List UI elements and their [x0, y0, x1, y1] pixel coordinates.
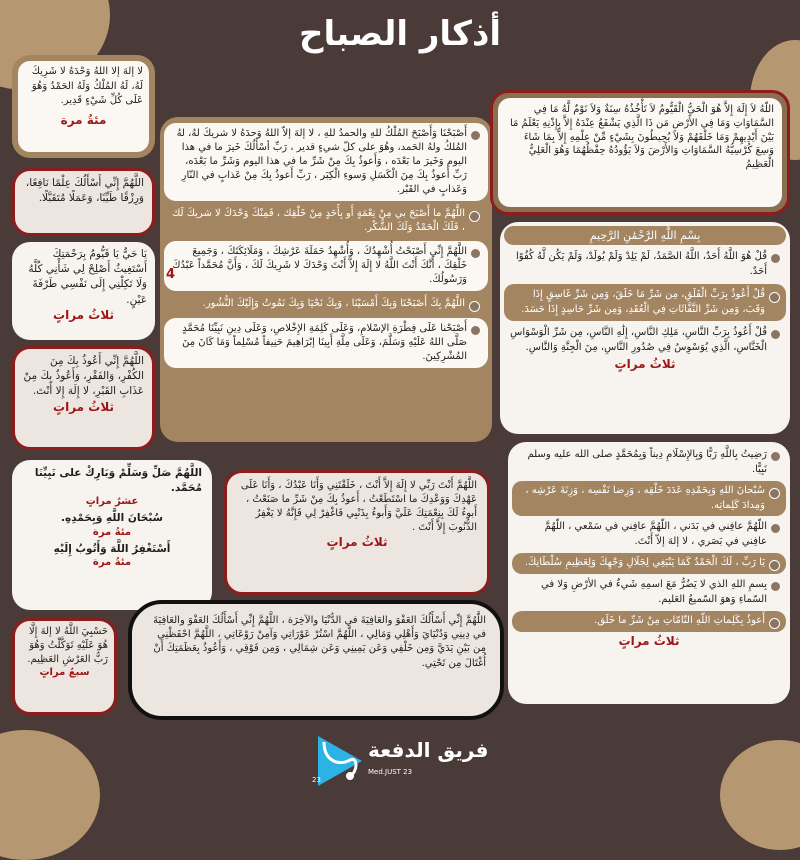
dhikr-text: سُبْحانَ اللهِ وَبِحَمْدِهِ عَدَدَ خَلْقِه ، وَرِضا نَفْسِه ، وَزِنَةَ عَرْشِه ، وَمِدادَ كَلِماتِه. — [525, 485, 765, 511]
dhikr-text: اللّهُ لاَ إِلَهَ إِلاَّ هُوَ الْحَيُّ الْقَيُّومُ لاَ تَأْخُذُهُ سِنَةٌ وَلاَ نَوْمٌ لَّهُ مَا فِي السَّمَاوَاتِ وَمَا فِي الأَرْضِ مَن ذَا الَّذِي يَشْفَعُ عِنْدَهُ إِلاَّ بِإِذْنِهِ يَعْلَمُ مَا بَيْنَ أَيْدِيهِمْ وَمَا خَلْفَهُمْ وَلاَ يُحِيطُونَ بِشَيْءٍ مِّنْ عِلْمِهِ إِلاَّ بِمَا شَاءَ وَسِعَ كُرْسِيُّهُ السَّمَاوَاتِ وَالأَرْضَ وَلاَ يَؤُودُهُ حِفْظُهُمَا وَهُوَ الْعَلِيُّ الْعَظِيمُ — [509, 104, 774, 171]
logo-number: 23 — [312, 776, 321, 784]
repeat-count: ثلاثُ مراتٍ — [53, 307, 114, 322]
dhikr-card-muawwidhat — [500, 222, 790, 434]
dhikr-card-ilm — [12, 168, 155, 236]
repeat-count: ثلاثُ مراتٍ — [614, 357, 676, 371]
dhikr-text: اللَّهُمَّ إِنِّي أَسْأَلُكَ عِلْمًا نَافِعًا، وَرِزْقًا طَيِّبًا، وَعَمَلًا مُتَقَبَّلًا. — [25, 177, 144, 205]
bullet-icon — [471, 326, 480, 335]
dhikr-text: قُلْ أَعُوذُ بِرَبِّ النَّاسِ، مَلِكِ النَّاسِ، إِلَٰهِ النَّاسِ، مِن شَرِّ الْوَسْوَاسِ الْخَنَّاسِ، الَّذِي يُوَسْوِسُ فِي صُدُورِ النَّاسِ، مِنَ الْجِنَّةِ وَالنَّاسِ. — [510, 327, 767, 353]
bullet-icon — [771, 582, 780, 591]
dhikr-text: رَضِيتُ بِاللَّهِ رَبًّا وَبِالإِسْلَامِ دِيناً وَبِمُحَمَّدٍ صلى الله عليه وسلم نَبِيًّا. — [527, 449, 767, 475]
repeat-count: مئةُ مرة — [60, 112, 107, 127]
dhikr-text: يَا حَيُّ يَا قَيُّومُ بِرَحْمَتِكَ أَسْتَغِيثُ أَصْلِحْ لِي شَأْنِي كُلَّهُ وَلَا تَكِلْنِي إِلَى نَفْسِي طَرْفَةَ عَيْنٍ. — [28, 248, 147, 306]
dhikr-text: أَصْبَحْنا عَلَى فِطْرَةِ الإسْلامِ، وَعَلَى كَلِمَةِ الإِخْلاصِ، وَعَلَى دِينِ نَبِيِّنَا مُحَمَّدٍ صَلَّى اللهُ عَلَيْهِ وَسَلَّمَ، وَعَلَى مِلَّةِ أَبِينَا إبْرَاهِيمَ حَنِيفاً مُسْلِماً وَمَا كَانَ مِنَ المُشْرِكِينَ. — [182, 323, 467, 362]
dhikr-text: قُلْ هُوَ اللَّهُ أَحَدٌ، اللَّهُ الصَّمَدُ، لَمْ يَلِدْ وَلَمْ يُولَدْ، وَلَمْ يَكُن لَّهُ كُفُوًا أَحَدٌ. — [516, 251, 767, 277]
bullet-icon — [769, 560, 780, 571]
bullet-icon — [769, 618, 780, 629]
bullet-icon — [471, 131, 480, 140]
dhikr-text: قُلْ أَعُوذُ بِرَبِّ الْفَلَقِ، مِن شَرِّ مَا خَلَقَ، وَمِن شَرِّ غَاسِقٍ إِذَا وَقَبَ، وَمِن شَرِّ النَّفَّاثَاتِ فِي الْعُقَدِ، وَمِن شَرِّ حَاسِدٍ إِذَا حَسَدَ. — [521, 289, 765, 315]
dhikr-text: اللَّهُمَّ إِنِّي أَصْبَحْتُ أُشْهِدُكَ ، وَأُشْهِدُ حَمَلَةَ عَرْشِكَ ، وَمَلَائِكَتَكَ ، وَجَمِيعَ خَلْقِكَ ، أَنَّكَ أَنْتَ اللَّهُ لا إِلَهَ إِلاَّ أَنْتَ وَحْدَكَ لا شَرِيكَ لَكَ ، وَأَنَّ مُحَمَّداً عَبْدُكَ وَرَسُولُكَ. — [172, 246, 467, 285]
dhikr-text: اللَّهُمَّ ما أَصْبَحَ بي مِنْ نِعْمَةٍ أَو بِأَحَدٍ مِنْ خَلْقِك ، فَمِنْكَ وَحْدَكَ لا شريكَ لَك ، فَلَكَ الْحَمْدُ وَلَكَ الشُّكْر. — [172, 208, 465, 233]
bullet-icon — [471, 249, 480, 258]
dhikr-text: لا إلهَ إلا اللهُ وَحْدَهُ لا شَرِيكَ لَهُ، لَهُ المُلْكُ وَلَهُ الحَمْدُ وَهُوَ عَلَى كُلِّ شَيْءٍ قَدِير. — [31, 66, 143, 106]
dhikr-text: أَعوذُ بِكَلِماتِ اللّهِ التّامّاتِ مِنْ شَرِّ ما خَلَق. — [594, 615, 765, 626]
repeat-count: ثلاثُ مراتٍ — [53, 399, 114, 414]
bullet-icon — [771, 452, 780, 461]
dhikr-card-salawat — [12, 460, 212, 610]
dhikr-card-tahlil — [12, 55, 155, 158]
basmala-header: بِسْمِ اللَّهِ الرَّحْمَٰنِ الرَّحِيمِ — [504, 226, 786, 245]
repeat-count: ثلاثُ مراتٍ — [326, 535, 388, 549]
logo-subtitle: Med.JUST 23 — [368, 768, 413, 776]
bullet-icon — [769, 488, 780, 499]
dhikr-card-ya-hayy — [12, 242, 155, 340]
dhikr-text: اللَّهُمَّ بِكَ أَصْبَحْنَا وَبِكَ أَمْسَيْنَا ، وَبِكَ نَحْيَا وَبِكَ نَمُوتُ وَإِلَيْكَ النُّشُور. — [202, 298, 465, 309]
repeat-marker: 4 — [166, 267, 176, 282]
dhikr-card-afiya — [128, 600, 504, 720]
dhikr-card-hasbi — [12, 618, 117, 715]
bullet-icon — [769, 292, 780, 303]
repeat-count: سبعُ مراتٍ — [39, 667, 90, 678]
bullet-icon — [771, 330, 780, 339]
dhikr-text: يَا رَبِّ ، لَكَ الْحَمْدُ كَمَا يَنْبَغِي لِجَلَالِ وَجْهِكَ وَلِعَظِيمِ سُلْطَانِكَ. — [524, 557, 765, 568]
page-title: أذكار الصباح — [298, 14, 502, 54]
dhikr-card-ayat-kursi — [490, 90, 790, 215]
bullet-icon — [771, 524, 780, 533]
dhikr-text: اللّهُمَّ عافِني في بَدَني ، اللّهُمَّ عافِني في سَمْعي ، اللّهُمَّ عافِني في بَصَري ، لا إلهَ إلاّ أَنْتَ. — [544, 521, 767, 547]
bullet-icon — [469, 301, 480, 312]
dhikr-card-sayyid-istighfar — [224, 470, 490, 595]
repeat-count: مئةُ مرة — [92, 526, 132, 538]
dhikr-text: سُبْحَانَ اللَّهِ وَبِحَمْدِهِ. — [61, 512, 163, 525]
dhikr-text: أَسْتَغْفِرُ اللَّهَ وَأَتُوبُ إِلَيْهِ — [53, 542, 171, 555]
repeat-count: مئةُ مرة — [92, 556, 132, 568]
team-logo — [310, 732, 490, 792]
dhikr-text: اللَّهُمَّ إِنِّي أَسْأَلُكَ العَفْوَ والعَافِيَةَ في الدُّنْيَا والآخِرَة ، اللَّهُمَّ إِنِّي أَسْأَلُكَ العَفْوَ والعَافِيَةَ في دِينِي وَدُنْيَايَ وَأَهْلِي وَمَالِي ، اللَّهُمَّ اسْتُرْ عَوْرَاتِي وَآمِنْ رَوْعَاتِي ، اللَّهُمَّ احْفَظْنِي مِن بَيْنِ يَدَيَّ وَمِن خَلْفِي وَعَن يَمِينِي وَعَن شِمَالِي ، وَمِن فَوْقِي ، وَأَعُوذُ بِعَظَمَتِكَ أَنْ أُغْتَالَ مِن تَحْتِي. — [153, 615, 486, 669]
dhikr-text: أَصْبَحْنَا وَأَصْبَحَ المُلْكُ للهِ والحمدُ للهِ ، لا إلهَ إلاّ اللهُ وَحدَهُ لا شريكَ لهُ، لهُ المُلكُ ولهُ الحَمد، وهُوَ على كلّ شيءٍ قدير ، رَبِّ أسْأَلُكَ خَيرَ ما في هذا اليوم وَخَيرَ ما بَعْدَه ، وَأَعوذُ بِكَ مِنْ شَرِّ ما في هذا اليوم وَشَرِّ ما بَعْدَه، رَبِّ أَعوذُ بِكَ مِنَ الْكَسَلِ وَسوءِ الْكِبَر ، رَبِّ أَعوذُ بِكَ مِنْ عَذابٍ في النّارِ وَعَذابٍ في القَبْر. — [176, 128, 467, 195]
bullet-icon — [771, 254, 780, 263]
logo-title: فريق الدفعة — [368, 738, 489, 762]
decor-blob — [0, 730, 100, 860]
bullet-icon — [469, 211, 480, 222]
repeat-count: ثلاثُ مراتٍ — [618, 634, 680, 648]
dhikr-text: حَسْبِيَ اللَّهُ لا إلهَ إِلَّا هُوَ عَلَيْهِ تَوَكَّلْتُ وَهُوَ رَبُّ العَرْشِ العَظِيم. — [27, 626, 108, 665]
repeat-count: عشرُ مراتٍ — [85, 496, 139, 508]
dhikr-card-kufr — [12, 346, 155, 450]
dhikr-card-asbahna — [160, 117, 492, 442]
dhikr-text: اللَّهُمَّ صَلِّ وَسَلِّمْ وَبَارِكْ على نَبِيِّنَا مُحَمَّد. — [34, 467, 202, 495]
dhikr-text: اللَّهُمَّ إِنِّي أَعُوذُ بِكَ مِنَ الكُفْرِ، وَالفَقْرِ، وَأَعُوذُ بِكَ مِنْ عَذَابِ القَبْرِ، لا إِلَهَ إِلا أَنْتَ. — [23, 355, 144, 398]
dhikr-text: بِسمِ اللهِ الذي لا يَضُرُّ مَعَ اسمِهِ شَيءٌ في الأرْضِ وَلا في السّماءِ وَهوَ السّميعُ العَليم. — [541, 579, 767, 605]
decor-blob — [720, 740, 800, 850]
dhikr-text: اللَّهُمَّ أَنْتَ رَبِّي لا إِلَهَ إِلاَّ أَنْتَ ، خَلَقْتَنِي وَأَنَا عَبْدُكَ ، وَأَنَا عَلَى عَهْدِكَ وَوَعْدِكَ ما اسْتَطَعْتُ ، أَعوذُ بِكَ مِنْ شَرِّ ما صَنَعْتُ ، أَبوءُ لَكَ بِنِعْمَتِكَ عَلَيَّ وَأَبوءُ بِذَنْبِي فَاغْفِرْ لِي فَإِنَّهُ لا يَغْفِرُ الذُّنُوبَ إِلاَّ أَنْتَ . — [240, 480, 477, 533]
dhikr-card-radeetu — [508, 442, 790, 704]
